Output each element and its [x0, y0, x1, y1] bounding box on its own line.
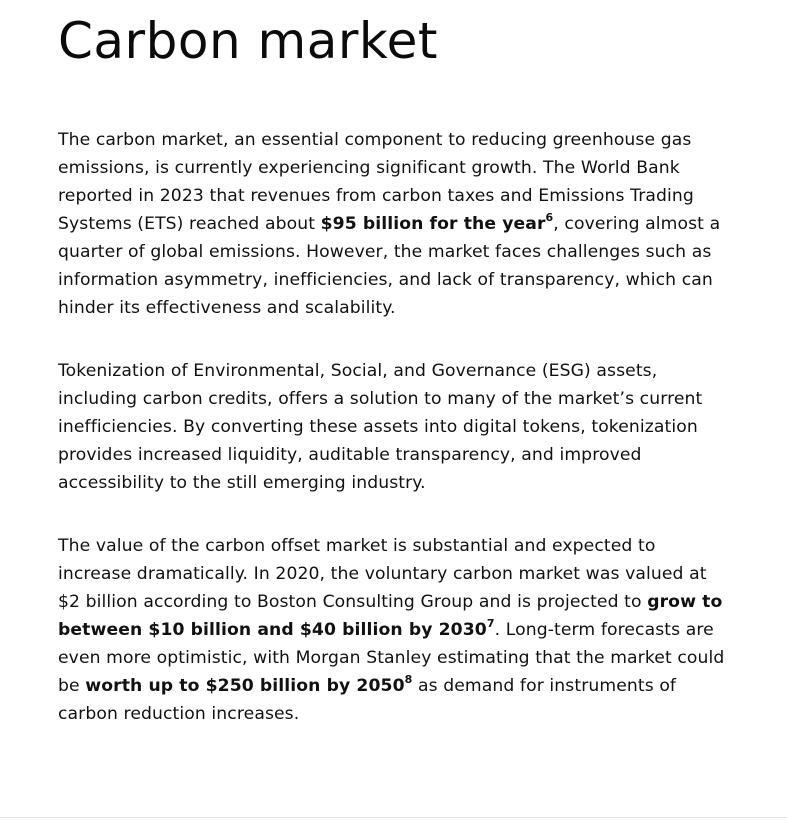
highlight-value-2050: worth up to $250 billion by 2050$^8$: [85, 673, 413, 696]
paragraph-text: Tokenization of Environmental, Social, and Governance (ESG) assets, including carbon credits, offers a solution to many of the market’s current inefficiencies. By converting these assets into digital tokens, tokenization provides increased liquidity, auditable transparency, and improved accessibility to the still emerging industry.: [58, 361, 703, 493]
highlight-revenue: $95 billion for the year$^6$: [320, 211, 554, 234]
footnote-reference[interactable]: 8: [404, 673, 413, 687]
paragraph-market-value: [58, 532, 728, 728]
footnote-reference[interactable]: 6: [545, 211, 554, 225]
paragraph-tokenization: [58, 357, 728, 497]
footnote-reference[interactable]: 7: [486, 617, 495, 631]
paragraph-text: The carbon market, an essential component to reducing greenhouse gas emissions, is currently experiencing significant growth. The World Bank reported in 2023 that revenues from carbon taxes and Emissions Trading Systems (ETS) reached about: [58, 130, 694, 234]
paragraph-text: . Long-term forecasts are even more optimistic, with Morgan Stanley estimating that the market could be: [58, 620, 725, 696]
paragraph-text: , covering almost a quarter of global emissions. However, the market faces challenges such as information asymmetry, inefficiencies, and lack of transparency, which can hinder its effectiveness and scalability.: [58, 214, 721, 318]
paragraph-text: as demand for instruments of carbon reduction increases.: [58, 676, 677, 724]
paragraph-text: The value of the carbon offset market is substantial and expected to increase dramatically. In 2020, the voluntary carbon market was valued at $2 billion according to Boston Consulting Group and is projected to: [58, 536, 707, 612]
article: [58, 0, 728, 728]
page-title: Carbon market: [58, 12, 438, 70]
highlight-growth-2030: grow to between $10 billion and $40 billion by 2030$^7$: [58, 592, 723, 640]
paragraph-carbon-market-overview: [58, 126, 728, 322]
divider: [0, 817, 787, 818]
